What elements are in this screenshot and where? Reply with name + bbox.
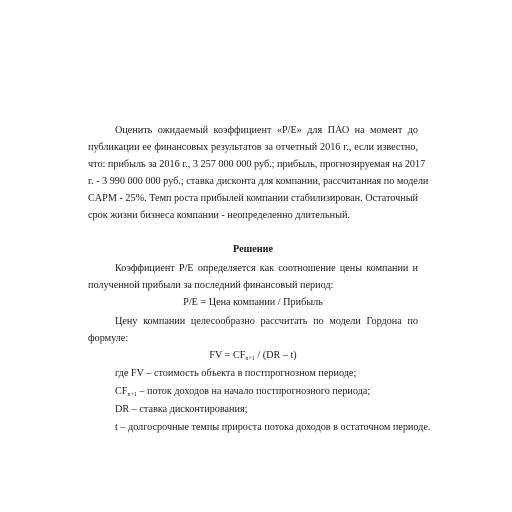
definition-dr: DR – ставка дисконтирования; [115,404,248,415]
definition-fv: где FV – стоимость объекта в постпрогнозном периоде; [115,368,357,379]
solution-para2-line-1: Цену компании целесообразно рассчитать по модели Гордона по [115,316,418,327]
definition-cf-rest: – поток доходов на начало постпрогнозного периода; [136,386,371,397]
formula-pe: P/E = Цена компании / Прибыль [183,297,323,308]
solution-heading: Решение [233,244,273,255]
problem-line-4: г. - 3 990 000 000 руб.; ставка дисконта для компании, рассчитанная по модели [88,176,429,187]
formula-gordon [88,347,418,365]
formula-gordon-left: FV = CF [209,350,246,361]
definition-cf-sub: n+1 [127,392,137,398]
definition-t: t – долгосрочные темпы прироста потока доходов в остаточном периоде. [115,422,431,433]
solution-para2-line-2: формуле: [88,333,129,344]
formula-gordon-right: / (DR – t) [254,350,297,361]
formula-gordon-sub: n+1 [245,356,255,362]
problem-line-2: публикации ее финансовых результатов за отчетный 2016 г., если известно, [88,142,418,153]
definition-cf-main: CF [115,386,128,397]
solution-para1-line-1: Коэффициент P/E определяется как соотношение цены компании и [115,263,418,274]
problem-line-3: что: прибыль за 2016 г., 3 257 000 000 руб.; прибыль, прогнозируемая на 2017 [88,159,426,170]
problem-line-5: CAPM - 25%. Темп роста прибылей компании стабилизирован. Остаточный [88,193,418,204]
solution-para1-line-2: полученной прибыли за последний финансовый период: [88,280,334,291]
problem-line-1: Оценить ожидаемый коэффициент «P/E» для ПАО на момент до [115,125,418,136]
problem-line-6: срок жизни бизнеса компании - неопределенно длительный. [88,210,350,221]
definition-cf [115,383,418,401]
